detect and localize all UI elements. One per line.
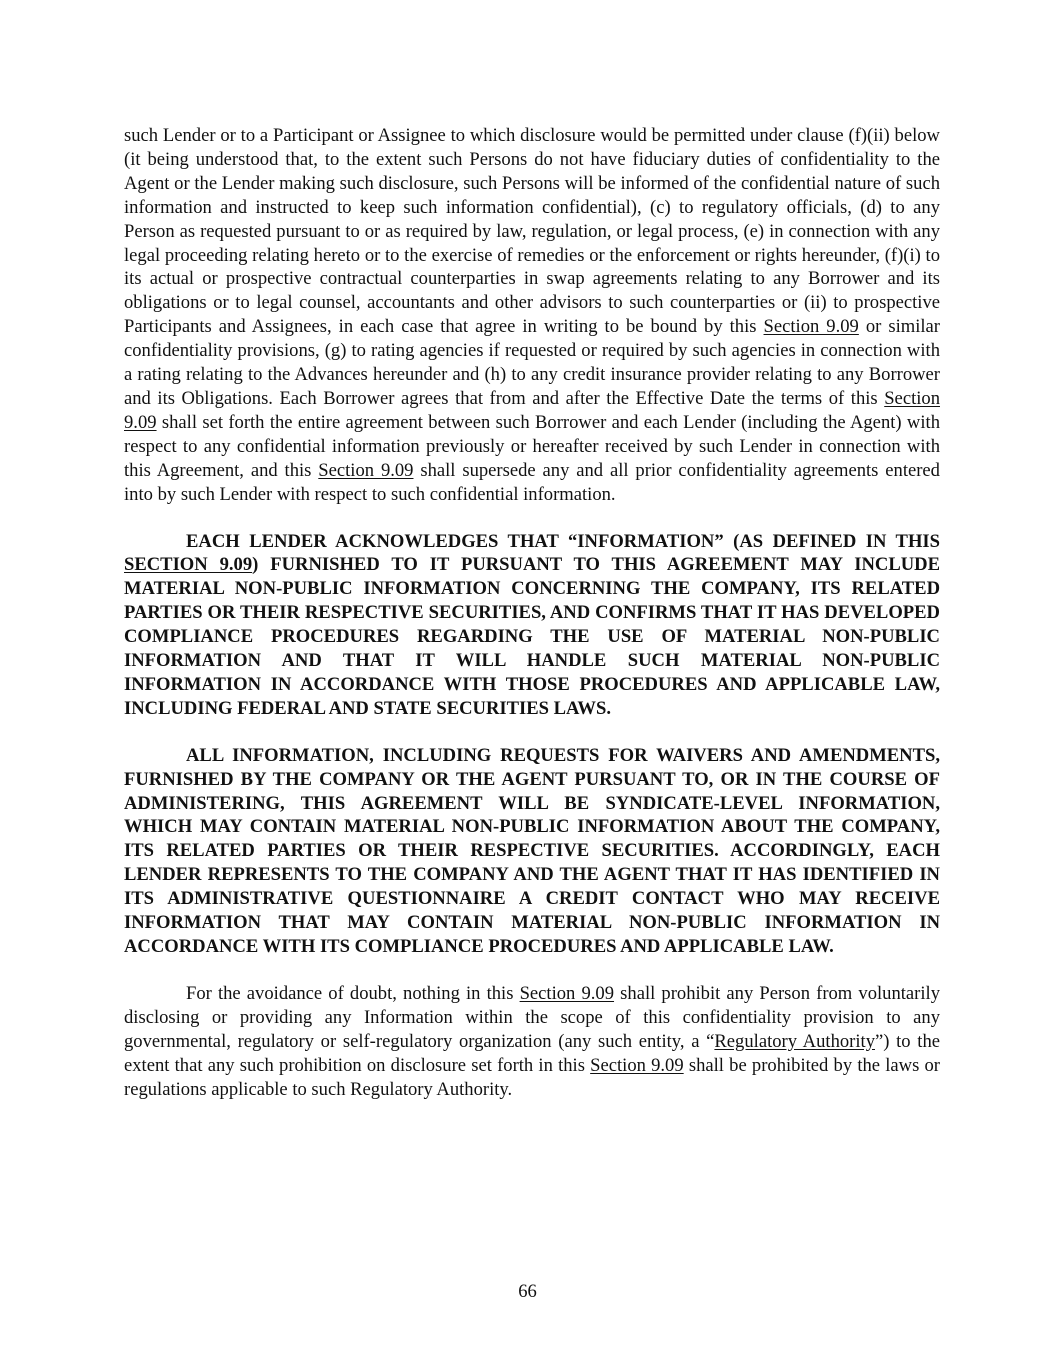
section-reference: SECTION 9.09 bbox=[124, 554, 253, 576]
section-reference: Section 9.09 bbox=[318, 459, 414, 481]
syndicate-information-paragraph bbox=[124, 744, 940, 959]
defined-term: Regulatory Authority bbox=[714, 1030, 875, 1052]
lender-acknowledgement-paragraph bbox=[124, 530, 940, 721]
section-reference: Section 9.09 bbox=[124, 387, 940, 433]
section-reference: Section 9.09 bbox=[519, 982, 615, 1004]
page-number: 66 bbox=[518, 1281, 537, 1302]
paragraph-text: shall set forth the entire agreement between such Borrower and each Lender (including the Agent) with respect to any confidential information previously or hereafter received by such Lender in connection with this Agreement, and this bbox=[124, 411, 940, 481]
paragraph-text: ALL INFORMATION, INCLUDING REQUESTS FOR WAIVERS AND AMENDMENTS, FURNISHED BY THE COMPANY OR THE AGENT PURSUANT TO, OR IN THE COURSE OF ADMINISTERING, THIS AGREEMENT WILL BE SYNDICATE-LEVEL INFORMATION, WHICH MAY CONTAIN MATERIAL NON-PUBLIC INFORMATION ABOUT THE COMPANY, ITS RELATED PARTIES OR THEIR RESPECTIVE SECURITIES. ACCORDINGLY, EACH LENDER REPRESENTS TO THE COMPANY AND THE AGENT THAT IT HAS IDENTIFIED IN ITS ADMINISTRATIVE QUESTIONNAIRE A CREDIT CONTACT WHO MAY RECEIVE INFORMATION THAT MAY CONTAIN MATERIAL NON-PUBLIC INFORMATION IN ACCORDANCE WITH ITS COMPLIANCE PROCEDURES AND APPLICABLE LAW. bbox=[124, 744, 940, 957]
paragraph-text: shall supersede any and all prior confidentiality agreements entered into by such Lender with respect to such confidential information. bbox=[124, 459, 940, 505]
paragraph-text: ) FURNISHED TO IT PURSUANT TO THIS AGREEMENT MAY INCLUDE MATERIAL NON-PUBLIC INFORMATION CONCERNING THE COMPANY, ITS RELATED PARTIES OR THEIR RESPECTIVE SECURITIES, AND CONFIRMS THAT IT HAS DEVELOPED COMPLIANCE PROCEDURES REGARDING THE USE OF MATERIAL NON-PUBLIC INFORMATION AND THAT IT WILL HANDLE SUCH MATERIAL NON-PUBLIC INFORMATION IN ACCORDANCE WITH THOSE PROCEDURES AND APPLICABLE LAW, INCLUDING FEDERAL AND STATE SECURITIES LAWS. bbox=[124, 554, 940, 719]
paragraph-text: such Lender or to a Participant or Assignee to which disclosure would be permitted under clause (f)(ii) below (it being understood that, to the extent such Persons do not have fiduciary duties of confidentiality to the Agent or the Lender making such disclosure, such Persons will be informed of the confidential nature of such information and instructed to keep such information confidential), (c) to regulatory officials, (d) to any Person as requested pursuant to or as required by law, regulation, or legal process, (e) in connection with any legal proceeding relating hereto or to the exercise of remedies or the enforcement or rights hereunder, (f)(i) to its actual or prospective contractual counterparties in swap agreements relating to any Borrower and its obligations or to legal counsel, accountants and other advisors to such counterparties or (ii) to prospective Participants and Assignees, in each case that agree in writing to be bound by this bbox=[124, 125, 940, 338]
regulatory-disclosure-paragraph bbox=[124, 982, 940, 1102]
confidentiality-paragraph bbox=[124, 124, 940, 507]
paragraph-text: For the avoidance of doubt, nothing in this bbox=[186, 982, 520, 1004]
section-reference: Section 9.09 bbox=[590, 1054, 684, 1076]
document-page bbox=[124, 124, 940, 1101]
section-reference: Section 9.09 bbox=[763, 316, 859, 338]
paragraph-text: EACH LENDER ACKNOWLEDGES THAT “INFORMATION” (AS DEFINED IN THIS bbox=[186, 530, 940, 552]
paragraph-text: shall be prohibited by the laws or regulations applicable to such Regulatory Authority. bbox=[124, 1054, 940, 1100]
paragraph-text: shall prohibit any Person from voluntarily disclosing or providing any Information within the scope of this confidentiality provision to any governmental, regulatory or self-regulatory organization (any such entity, a “ bbox=[124, 982, 940, 1052]
paragraph-text: or similar confidentiality provisions, (g) to rating agencies if requested or required by such agencies in connection with a rating relating to the Advances hereunder and (h) to any credit insurance provider relating to any Borrower and its Obligations. Each Borrower agrees that from and after the Effective Date the terms of this bbox=[124, 316, 941, 409]
paragraph-text: ”) to the extent that any such prohibition on disclosure set forth in this bbox=[124, 1030, 940, 1076]
